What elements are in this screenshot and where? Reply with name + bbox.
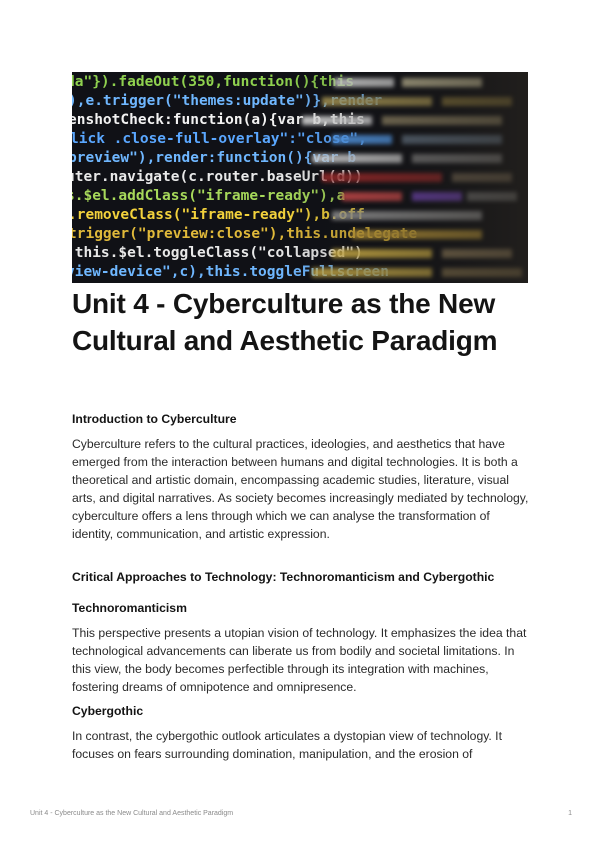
footer-document-title: Unit 4 - Cyberculture as the New Cultural and Aesthetic Paradigm [30,810,234,817]
header-image [72,72,528,283]
code-screenshot [72,72,528,283]
page-title: Unit 4 - Cyberculture as the New Cultural and Aesthetic Paradigm [72,288,498,356]
intro-heading: Introduction to Cyberculture [72,412,237,426]
cybergothic-paragraph: In contrast, the cybergothic outlook articulates a dystopian view of technology. It focuses on fears surrounding domination, manipulation, and the erosion of [72,729,502,761]
cybergothic-heading: Cybergothic [72,704,144,718]
technoromanticism-paragraph: This perspective presents a utopian vision of technology. It emphasizes the idea that technological advancements can liberate us from bodily and societal limitations. In this view, the body becomes perfectible through its integration with machines, fostering dreams of omnipotence and omnipresence. [72,626,527,694]
footer-page-number: 1 [568,810,572,817]
document-body [72,412,530,763]
intro-paragraph: Cyberculture refers to the cultural practices, ideologies, and aesthetics that have emerged from the interaction between humans and digital technologies. It is both a theoretical and artistic domain, encompassing academic studies, literature, visual arts, and digital narratives. As society becomes increasingly mediated by technology, cyberculture offers a lens through which we can analyse the transformation of identity, communication, and artistic expression. [72,437,529,541]
critical-approaches-heading: Critical Approaches to Technology: Technoromanticism and Cybergothic [72,570,495,584]
technoromanticism-heading: Technoromanticism [72,601,187,615]
